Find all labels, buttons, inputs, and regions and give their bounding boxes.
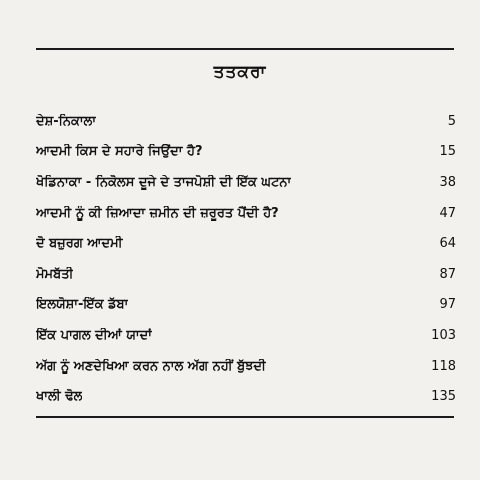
bottom-rule (36, 416, 454, 418)
entry-page: 5 (447, 113, 456, 129)
toc-entry (36, 167, 456, 198)
entry-page: 87 (439, 266, 456, 282)
toc-list (36, 106, 456, 412)
toc-entry (36, 351, 456, 382)
toc-entry (36, 106, 456, 137)
toc-entry (36, 381, 456, 412)
entry-title: ਦੇਸ਼-ਨਿਕਾਲਾ (36, 113, 97, 129)
entry-page: 103 (431, 327, 456, 343)
entry-title: ਦੋ ਬਜ਼ੁਰਗ ਆਦਮੀ (36, 236, 123, 252)
entry-title: ਇਲਯੋਸ਼ਾ-ਇੱਕ ਡੱਬਾ (36, 297, 129, 313)
entry-title: ਅੱਗ ਨੂੰ ਅਣਦੇਖਿਆ ਕਰਨ ਨਾਲ ਅੱਗ ਨਹੀਂ ਬੁੱਝਦੀ (36, 358, 266, 374)
toc-entry (36, 290, 456, 321)
toc-entry (36, 259, 456, 290)
entry-page: 64 (439, 236, 456, 252)
entry-title: ਇੱਕ ਪਾਗਲ ਦੀਆਂ ਯਾਦਾਂ (36, 327, 152, 343)
entry-page: 47 (439, 205, 456, 221)
toc-heading: ਤਤਕਰਾ (213, 62, 267, 82)
entry-page: 15 (439, 144, 456, 160)
entry-page: 135 (431, 389, 456, 405)
entry-title: ਮੋਮਬੱਤੀ (36, 266, 74, 282)
entry-title: ਆਦਮੀ ਨੂੰ ਕੀ ਜ਼ਿਆਦਾ ਜ਼ਮੀਨ ਦੀ ਜ਼ਰੂਰਤ ਪੈਂਦੀ ਹੈ? (36, 205, 279, 221)
toc-entry (36, 198, 456, 229)
entry-title: ਆਦਮੀ ਕਿਸ ਦੇ ਸਹਾਰੇ ਜਿਉਂਦਾ ਹੈ? (36, 144, 203, 160)
entry-title: ਖਾਲੀ ਢੋਲ (36, 389, 83, 405)
toc-entry (36, 137, 456, 168)
entry-page: 38 (439, 174, 456, 190)
entry-page: 118 (431, 358, 456, 374)
toc-entry (36, 320, 456, 351)
toc-entry (36, 228, 456, 259)
top-rule (36, 48, 454, 50)
entry-page: 97 (439, 297, 456, 313)
entry-title: ਖੋਡਿਨਾਕਾ - ਨਿਕੋਲਸ ਦੂਜੇ ਦੇ ਤਾਜਪੋਸ਼ੀ ਦੀ ਇੱਕ ਘਟਨਾ (36, 174, 292, 190)
